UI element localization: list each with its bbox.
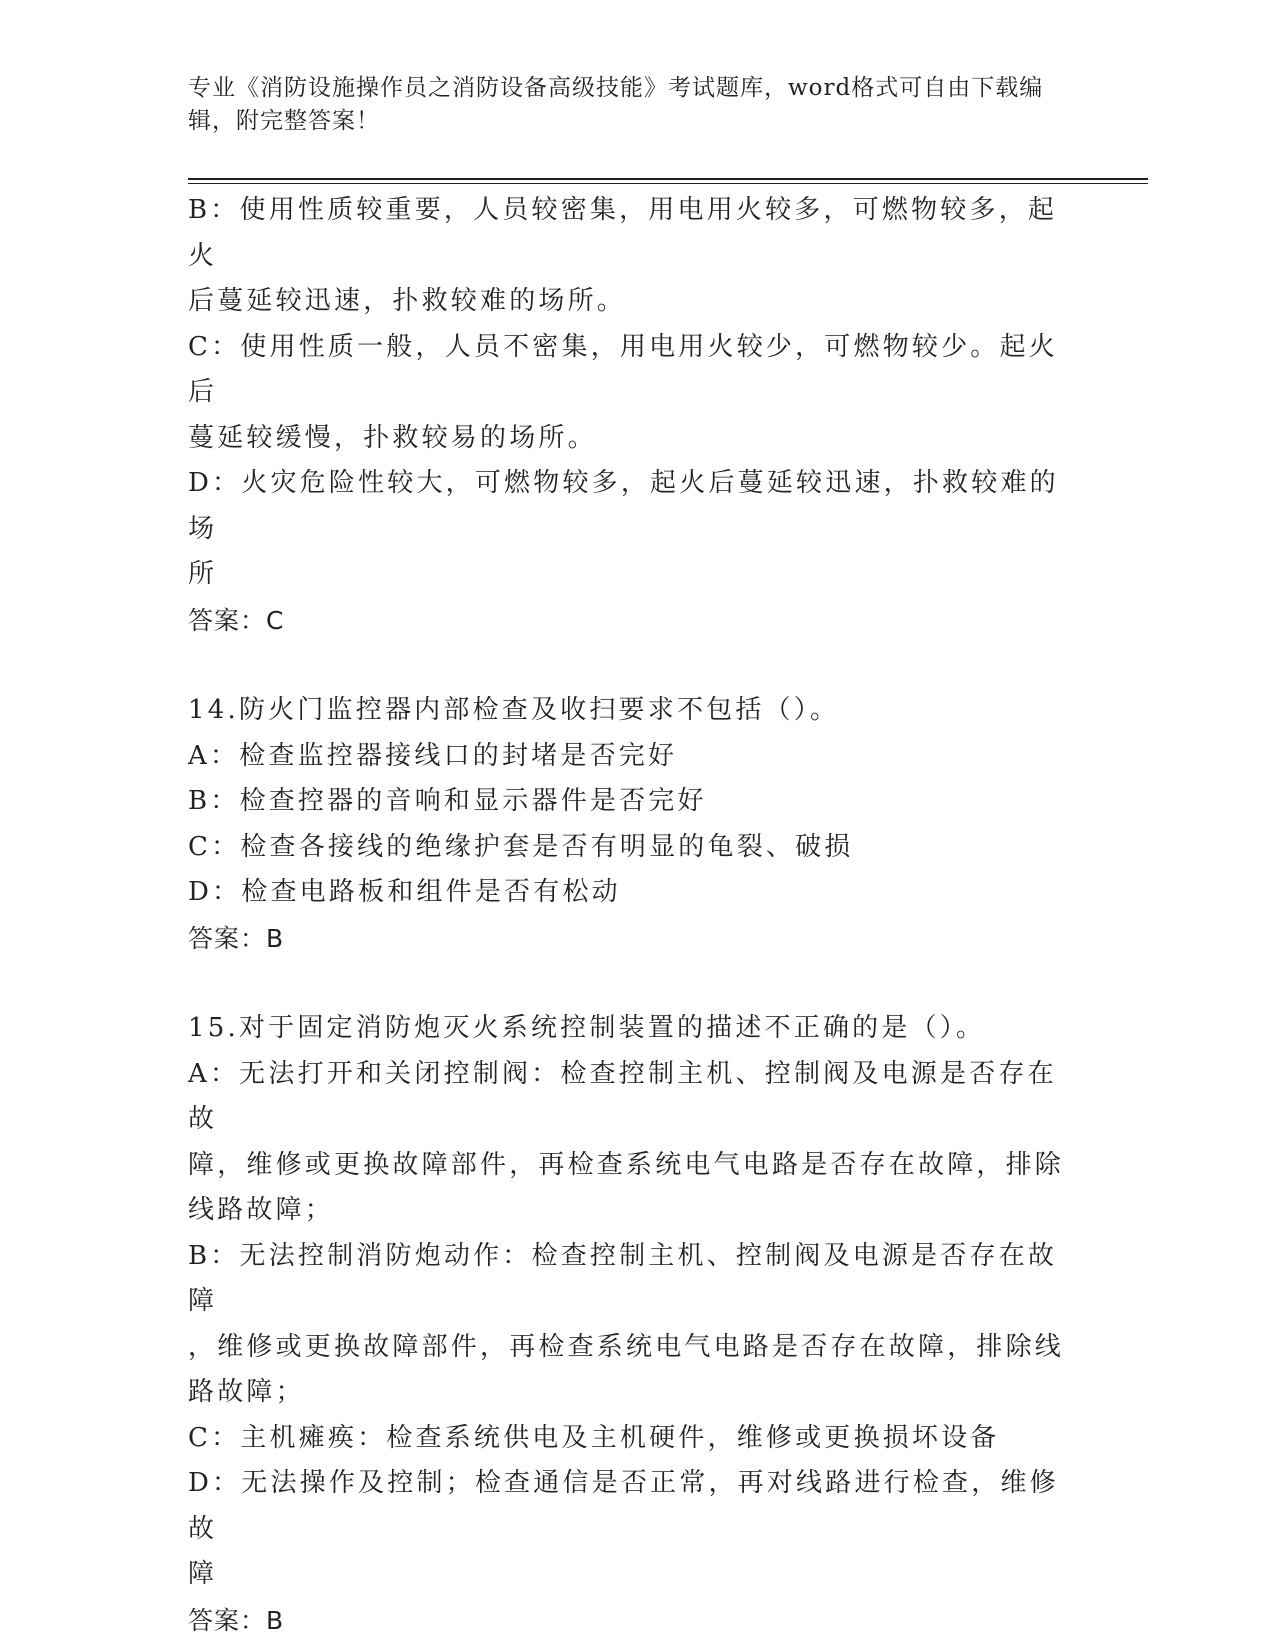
option-line: D：检查电路板和组件是否有松动 bbox=[188, 877, 621, 907]
question-block-13 bbox=[188, 188, 1078, 643]
option-line: B：使用性质较重要，人员较密集，用电用火较多，可燃物较多，起火 bbox=[188, 195, 1058, 271]
block-spacer bbox=[188, 961, 1078, 1006]
option-line: 后蔓延较迅速，扑救较难的场所。 bbox=[188, 286, 627, 316]
option-line: C：检查各接线的绝缘护套是否有明显的龟裂、破损 bbox=[188, 831, 854, 862]
option-line: 障 bbox=[188, 1559, 218, 1589]
answer-line: 答案：C bbox=[188, 605, 285, 635]
option-line: C：主机瘫痪：检查系统供电及主机硬件，维修或更换损坏设备 bbox=[188, 1422, 1000, 1453]
option-line: A：无法打开和关闭控制阀：检查控制主机、控制阀及电源是否存在故 bbox=[188, 1058, 1057, 1134]
question-stem: 15.对于固定消防炮灭火系统控制装置的描述不正确的是（）。 bbox=[188, 1013, 986, 1043]
header-divider-thin bbox=[188, 183, 1148, 184]
option-line: A：检查监控器接线口的封堵是否完好 bbox=[188, 740, 678, 771]
option-line: D：火灾危险性较大，可燃物较多，起火后蔓延较迅速，扑救较难的场 bbox=[188, 468, 1059, 544]
answer-line: 答案：B bbox=[188, 923, 285, 953]
option-line: B：检查控器的音响和显示器件是否完好 bbox=[188, 786, 707, 816]
option-line: 障，维修或更换故障部件，再检查系统电气电路是否存在故障，排除 bbox=[188, 1149, 1065, 1180]
header-divider-thick bbox=[188, 178, 1148, 180]
question-block-15 bbox=[188, 1006, 1078, 1643]
option-line: ，维修或更换故障部件，再检查系统电气电路是否存在故障，排除线 bbox=[188, 1331, 1065, 1362]
question-stem: 14.防火门监控器内部检查及收扫要求不包括（）。 bbox=[188, 695, 840, 725]
option-line: 路故障； bbox=[188, 1377, 305, 1407]
answer-line: 答案：B bbox=[188, 1605, 285, 1635]
document-header: 专业《消防设施操作员之消防设备高级技能》考试题库，word格式可自由下载编辑，附完整答案！ bbox=[188, 75, 1044, 134]
option-line: 蔓延较缓慢，扑救较易的场所。 bbox=[188, 422, 597, 453]
block-spacer bbox=[188, 643, 1078, 688]
option-line: D：无法操作及控制；检查通信是否正常，再对线路进行检查，维修故 bbox=[188, 1468, 1059, 1544]
option-line: 线路故障； bbox=[188, 1195, 335, 1225]
option-line: B：无法控制消防炮动作：检查控制主机、控制阀及电源是否存在故障 bbox=[188, 1240, 1058, 1316]
question-block-14 bbox=[188, 688, 1078, 961]
question-content bbox=[188, 188, 1078, 1643]
option-line: 所 bbox=[188, 559, 218, 589]
option-line: C：使用性质一般，人员不密集，用电用火较少，可燃物较少。起火后 bbox=[188, 331, 1058, 407]
